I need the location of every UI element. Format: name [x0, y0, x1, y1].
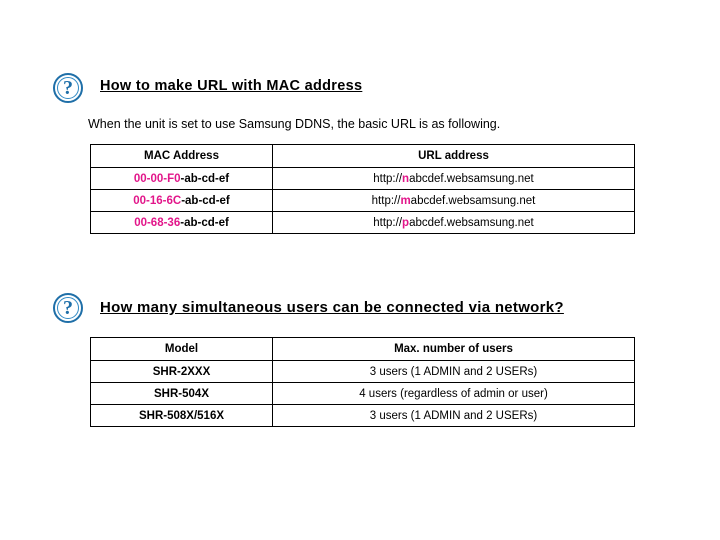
question-mark-icon	[53, 293, 83, 323]
mac-prefix: 00-16-6C	[133, 194, 182, 207]
column-header-url-address: URL address	[273, 145, 635, 168]
cell-mac-address	[91, 190, 273, 212]
cell-url-address	[273, 190, 635, 212]
cell-max-users: 3 users (1 ADMIN and 2 USERs)	[273, 405, 635, 427]
cell-mac-address	[91, 212, 273, 234]
url-suffix: abcdef.websamsung.net	[409, 216, 534, 229]
column-header-model: Model	[91, 338, 273, 361]
url-highlight-char: m	[400, 194, 411, 207]
question-mark-icon-inner-ring	[57, 297, 79, 319]
section-1-intro-text: When the unit is set to use Samsung DDNS, the basic URL is as following.	[88, 117, 501, 131]
cell-url-address	[273, 212, 635, 234]
question-mark-icon-glyph: ?	[63, 76, 73, 99]
mac-suffix: -ab-cd-ef	[181, 194, 230, 207]
url-suffix: abcdef.websamsung.net	[410, 194, 536, 207]
cell-mac-address	[91, 168, 273, 190]
table-row	[91, 168, 635, 190]
question-mark-icon-inner-ring	[57, 77, 79, 99]
table-row	[91, 405, 635, 427]
column-header-max-users: Max. number of users	[273, 338, 635, 361]
url-prefix: http://	[371, 194, 401, 207]
table-header-row	[91, 338, 635, 361]
section-2-heading: How many simultaneous users can be connected via network?	[100, 299, 564, 316]
table-row	[91, 383, 635, 405]
table-row	[91, 190, 635, 212]
mac-prefix: 00-68-36	[134, 216, 181, 229]
table-row	[91, 361, 635, 383]
mac-prefix: 00-00-F0	[133, 172, 181, 185]
cell-model: SHR-508X/516X	[91, 405, 273, 427]
table-row	[91, 212, 635, 234]
url-highlight-char: n	[402, 172, 410, 185]
table-header-row	[91, 145, 635, 168]
cell-max-users: 3 users (1 ADMIN and 2 USERs)	[273, 361, 635, 383]
cell-model: SHR-504X	[91, 383, 273, 405]
mac-suffix: -ab-cd-ef	[180, 172, 230, 185]
question-mark-icon-glyph: ?	[63, 296, 73, 319]
cell-model: SHR-2XXX	[91, 361, 273, 383]
mac-suffix: -ab-cd-ef	[180, 216, 229, 229]
question-mark-icon	[53, 73, 83, 103]
cell-url-address	[273, 168, 635, 190]
cell-max-users: 4 users (regardless of admin or user)	[273, 383, 635, 405]
url-highlight-char: p	[402, 216, 410, 229]
section-1-heading: How to make URL with MAC address	[100, 78, 363, 94]
url-suffix: abcdef.websamsung.net	[409, 172, 534, 185]
url-prefix: http://	[373, 172, 403, 185]
mac-address-url-table	[90, 144, 635, 234]
url-prefix: http://	[373, 216, 403, 229]
max-users-table	[90, 337, 635, 427]
column-header-mac-address: MAC Address	[91, 145, 273, 168]
